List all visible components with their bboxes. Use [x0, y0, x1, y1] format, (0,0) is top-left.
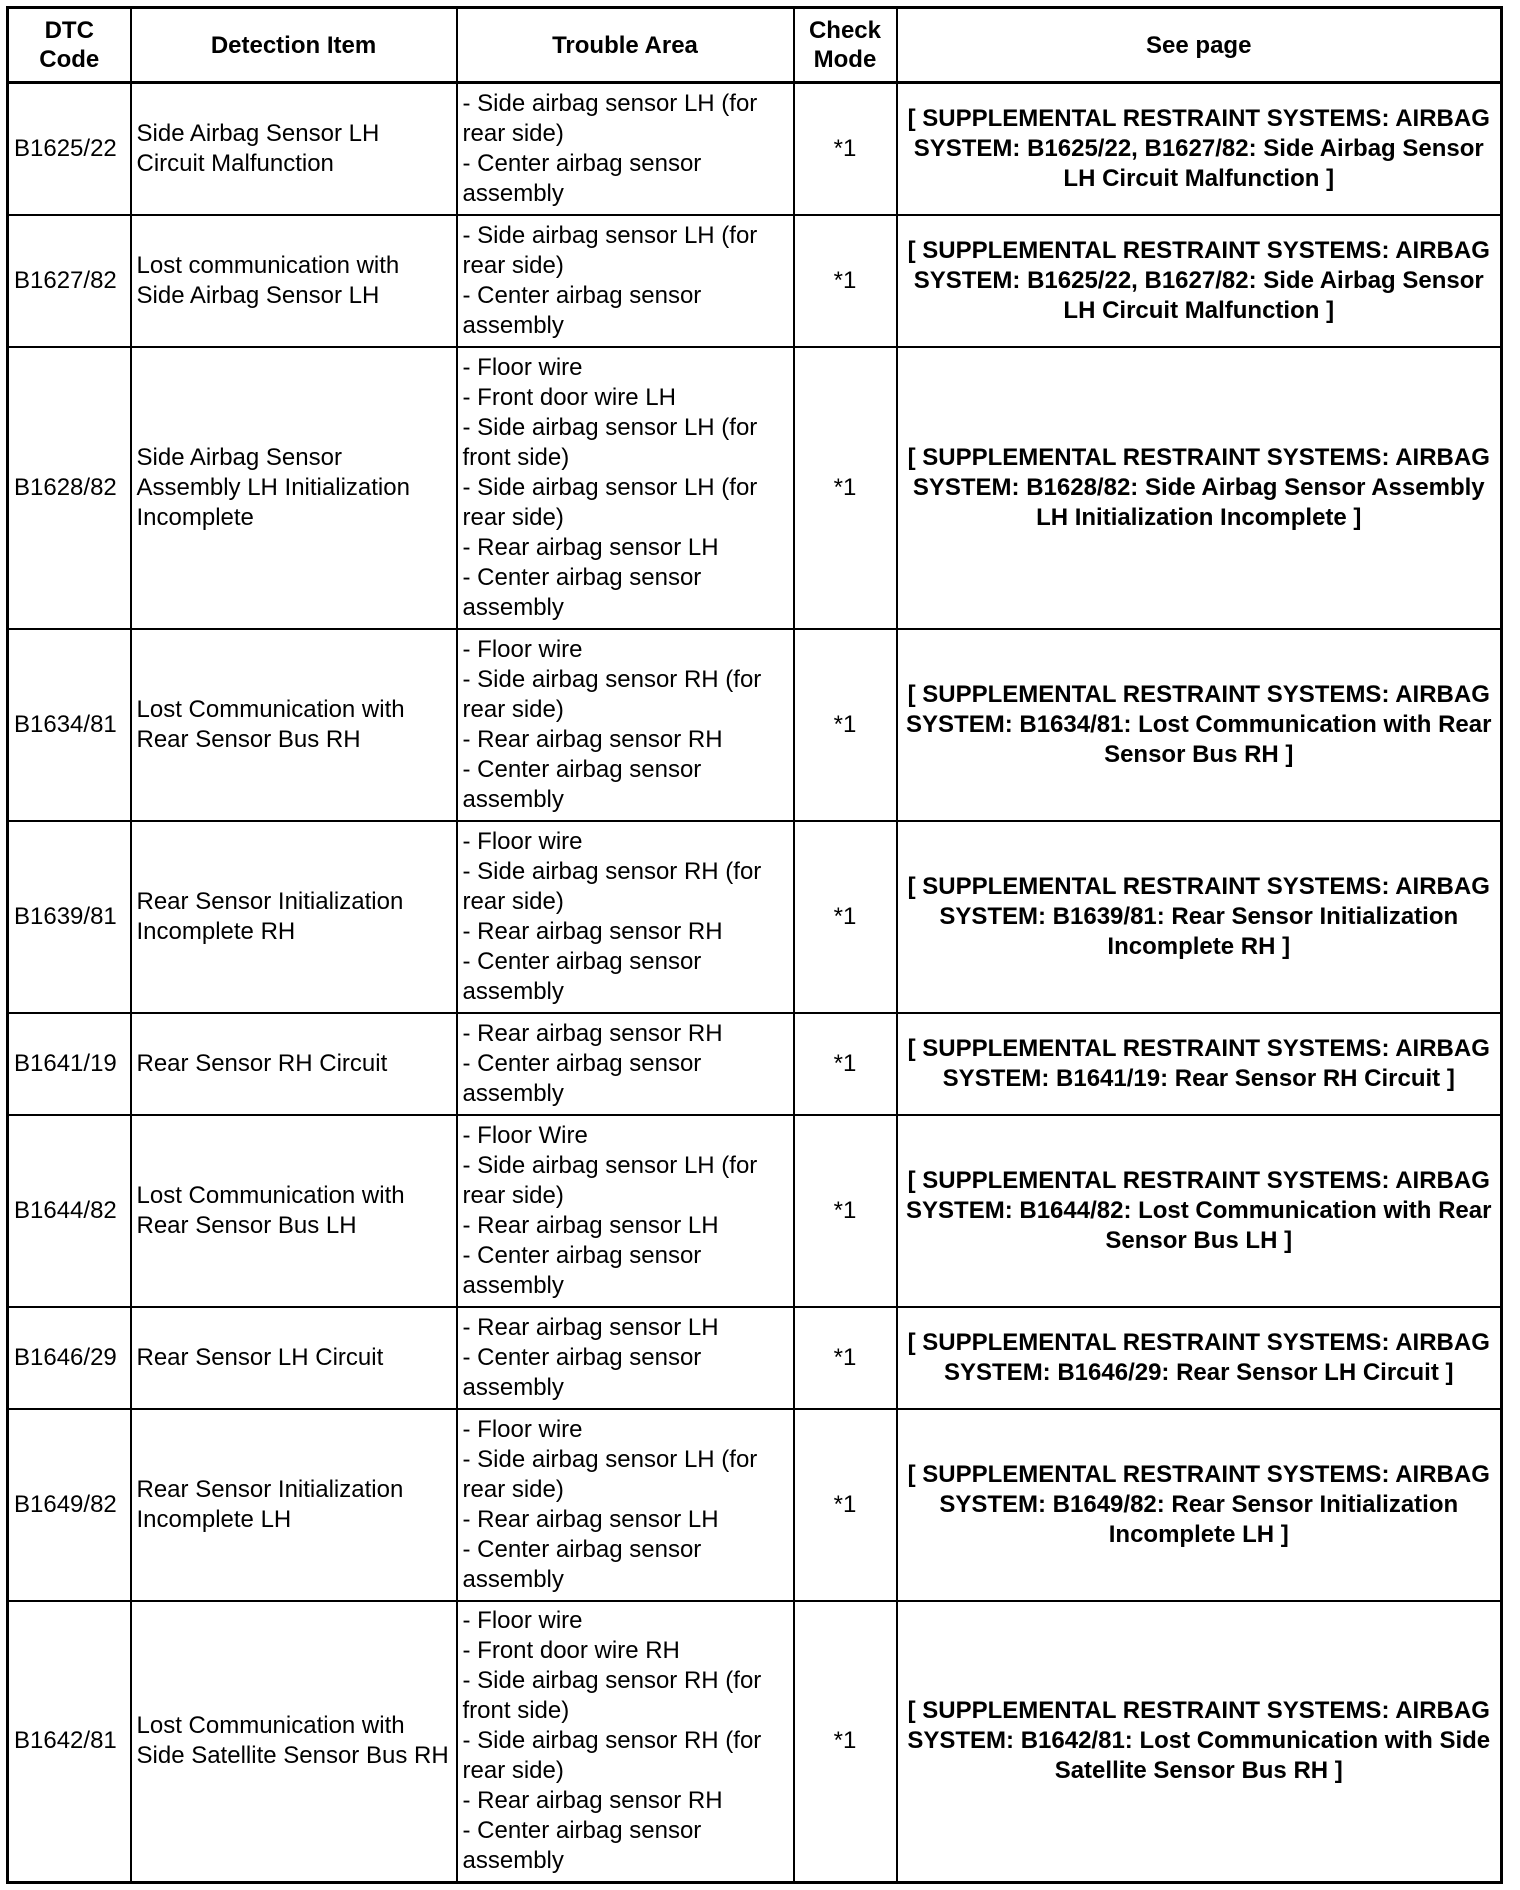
- trouble-area-line: - Rear airbag sensor RH: [462, 1787, 723, 1815]
- header-row: [8, 8, 1502, 83]
- detection-item-cell: Rear Sensor Initialization Incomplete RH: [131, 821, 457, 1013]
- dtc-table: [6, 6, 1503, 1884]
- dtc-code-cell: B1627/82: [8, 215, 131, 347]
- dtc-code-cell: B1646/29: [8, 1307, 131, 1409]
- trouble-area-line: - Side airbag sensor LH (for rear side): [462, 89, 758, 147]
- trouble-area-line: - Rear airbag sensor RH: [462, 1019, 723, 1047]
- trouble-area-line: - Floor wire: [462, 353, 583, 381]
- header-dtc-code-line2: Code: [39, 46, 100, 73]
- trouble-area-line: - Side airbag sensor RH (for front side): [462, 1667, 762, 1725]
- dtc-code-cell: B1625/22: [8, 83, 131, 215]
- check-mode-cell: *1: [794, 821, 897, 1013]
- trouble-area-line: - Center airbag sensor assembly: [462, 947, 702, 1005]
- header-dtc-code-line1: DTC: [44, 17, 94, 44]
- trouble-area-cell: [457, 1013, 794, 1115]
- trouble-area-cell: [457, 347, 794, 629]
- trouble-area-line: - Floor wire: [462, 827, 583, 855]
- trouble-area-cell: [457, 1601, 794, 1883]
- dtc-code-cell: B1634/81: [8, 629, 131, 821]
- check-mode-cell: *1: [794, 1307, 897, 1409]
- header-trouble-area: Trouble Area: [457, 8, 794, 83]
- trouble-area-cell: [457, 1115, 794, 1307]
- check-mode-cell: *1: [794, 215, 897, 347]
- trouble-area-line: - Side airbag sensor LH (for front side): [462, 413, 758, 471]
- detection-item-cell: Rear Sensor LH Circuit: [131, 1307, 457, 1409]
- trouble-area-line: - Floor wire: [462, 1607, 583, 1635]
- see-page-link[interactable]: [ SUPPLEMENTAL RESTRAINT SYSTEMS: AIRBAG SYSTEM: B1628/82: Side Airbag Sensor Assembly LH Initialization Incomplete ]: [897, 347, 1502, 629]
- table-row: [8, 347, 1502, 629]
- trouble-area-line: - Center airbag sensor assembly: [462, 1343, 702, 1401]
- trouble-area-line: - Rear airbag sensor LH: [462, 533, 719, 561]
- trouble-area-line: - Front door wire LH: [462, 383, 676, 411]
- trouble-area-line: - Rear airbag sensor LH: [462, 1211, 719, 1239]
- trouble-area-line: - Floor Wire: [462, 1121, 588, 1149]
- trouble-area-cell: [457, 83, 794, 215]
- trouble-area-line: - Side airbag sensor RH (for rear side): [462, 1727, 762, 1785]
- trouble-area-line: - Center airbag sensor assembly: [462, 149, 702, 207]
- detection-item-cell: Side Airbag Sensor LH Circuit Malfunction: [131, 83, 457, 215]
- trouble-area-line: - Center airbag sensor assembly: [462, 563, 702, 621]
- check-mode-cell: *1: [794, 1409, 897, 1601]
- detection-item-cell: Side Airbag Sensor Assembly LH Initialization Incomplete: [131, 347, 457, 629]
- table-row: [8, 1115, 1502, 1307]
- table-row: [8, 83, 1502, 215]
- trouble-area-cell: [457, 821, 794, 1013]
- detection-item-cell: Lost Communication with Side Satellite Sensor Bus RH: [131, 1601, 457, 1883]
- dtc-code-cell: B1641/19: [8, 1013, 131, 1115]
- dtc-code-cell: B1639/81: [8, 821, 131, 1013]
- see-page-link[interactable]: [ SUPPLEMENTAL RESTRAINT SYSTEMS: AIRBAG SYSTEM: B1641/19: Rear Sensor RH Circuit ]: [897, 1013, 1502, 1115]
- check-mode-cell: *1: [794, 83, 897, 215]
- table-row: [8, 1013, 1502, 1115]
- header-check-mode-line2: Mode: [813, 46, 877, 73]
- see-page-link[interactable]: [ SUPPLEMENTAL RESTRAINT SYSTEMS: AIRBAG SYSTEM: B1625/22, B1627/82: Side Airbag Sensor LH Circuit Malfunction ]: [897, 215, 1502, 347]
- trouble-area-line: - Side airbag sensor LH (for rear side): [462, 1151, 758, 1209]
- see-page-link[interactable]: [ SUPPLEMENTAL RESTRAINT SYSTEMS: AIRBAG SYSTEM: B1644/82: Lost Communication with Rear Sensor Bus LH ]: [897, 1115, 1502, 1307]
- see-page-link[interactable]: [ SUPPLEMENTAL RESTRAINT SYSTEMS: AIRBAG SYSTEM: B1646/29: Rear Sensor LH Circuit ]: [897, 1307, 1502, 1409]
- check-mode-cell: *1: [794, 1115, 897, 1307]
- detection-item-cell: Lost Communication with Rear Sensor Bus LH: [131, 1115, 457, 1307]
- trouble-area-line: - Rear airbag sensor RH: [462, 725, 723, 753]
- trouble-area-line: - Center airbag sensor assembly: [462, 1241, 702, 1299]
- detection-item-cell: Lost communication with Side Airbag Sensor LH: [131, 215, 457, 347]
- trouble-area-cell: [457, 1409, 794, 1601]
- table-row: [8, 1307, 1502, 1409]
- trouble-area-line: - Side airbag sensor LH (for rear side): [462, 473, 758, 531]
- check-mode-cell: *1: [794, 629, 897, 821]
- trouble-area-line: - Floor wire: [462, 635, 583, 663]
- table-row: [8, 629, 1502, 821]
- check-mode-cell: *1: [794, 347, 897, 629]
- trouble-area-line: - Center airbag sensor assembly: [462, 1817, 702, 1875]
- header-see-page: See page: [897, 8, 1502, 83]
- dtc-code-cell: B1649/82: [8, 1409, 131, 1601]
- table-body: [8, 83, 1502, 1883]
- trouble-area-line: - Center airbag sensor assembly: [462, 755, 702, 813]
- table-row: [8, 1409, 1502, 1601]
- trouble-area-line: - Center airbag sensor assembly: [462, 281, 702, 339]
- trouble-area-line: - Rear airbag sensor RH: [462, 917, 723, 945]
- header-dtc-code: [8, 8, 131, 83]
- trouble-area-line: - Center airbag sensor assembly: [462, 1535, 702, 1593]
- trouble-area-line: - Rear airbag sensor LH: [462, 1505, 719, 1533]
- header-check-mode: [794, 8, 897, 83]
- dtc-code-cell: B1628/82: [8, 347, 131, 629]
- detection-item-cell: Rear Sensor Initialization Incomplete LH: [131, 1409, 457, 1601]
- see-page-link[interactable]: [ SUPPLEMENTAL RESTRAINT SYSTEMS: AIRBAG SYSTEM: B1642/81: Lost Communication with Side Satellite Sensor Bus RH ]: [897, 1601, 1502, 1883]
- trouble-area-line: - Center airbag sensor assembly: [462, 1049, 702, 1107]
- check-mode-cell: *1: [794, 1013, 897, 1115]
- see-page-link[interactable]: [ SUPPLEMENTAL RESTRAINT SYSTEMS: AIRBAG SYSTEM: B1649/82: Rear Sensor Initialization Incomplete LH ]: [897, 1409, 1502, 1601]
- see-page-link[interactable]: [ SUPPLEMENTAL RESTRAINT SYSTEMS: AIRBAG SYSTEM: B1625/22, B1627/82: Side Airbag Sensor LH Circuit Malfunction ]: [897, 83, 1502, 215]
- dtc-code-cell: B1642/81: [8, 1601, 131, 1883]
- detection-item-cell: Lost Communication with Rear Sensor Bus RH: [131, 629, 457, 821]
- see-page-link[interactable]: [ SUPPLEMENTAL RESTRAINT SYSTEMS: AIRBAG SYSTEM: B1639/81: Rear Sensor Initialization Incomplete RH ]: [897, 821, 1502, 1013]
- trouble-area-line: - Front door wire RH: [462, 1637, 680, 1665]
- detection-item-cell: Rear Sensor RH Circuit: [131, 1013, 457, 1115]
- trouble-area-line: - Side airbag sensor RH (for rear side): [462, 665, 762, 723]
- trouble-area-cell: [457, 629, 794, 821]
- trouble-area-line: - Rear airbag sensor LH: [462, 1313, 719, 1341]
- table-row: [8, 821, 1502, 1013]
- dtc-table-container: [6, 6, 1503, 1884]
- header-detection-item: Detection Item: [131, 8, 457, 83]
- trouble-area-line: - Side airbag sensor RH (for rear side): [462, 857, 762, 915]
- dtc-code-cell: B1644/82: [8, 1115, 131, 1307]
- header-check-mode-line1: Check: [808, 17, 882, 44]
- trouble-area-cell: [457, 215, 794, 347]
- table-row: [8, 215, 1502, 347]
- table-row: [8, 1601, 1502, 1883]
- trouble-area-cell: [457, 1307, 794, 1409]
- check-mode-cell: *1: [794, 1601, 897, 1883]
- trouble-area-line: - Side airbag sensor LH (for rear side): [462, 1445, 758, 1503]
- see-page-link[interactable]: [ SUPPLEMENTAL RESTRAINT SYSTEMS: AIRBAG SYSTEM: B1634/81: Lost Communication with Rear Sensor Bus RH ]: [897, 629, 1502, 821]
- trouble-area-line: - Side airbag sensor LH (for rear side): [462, 221, 758, 279]
- trouble-area-line: - Floor wire: [462, 1415, 583, 1443]
